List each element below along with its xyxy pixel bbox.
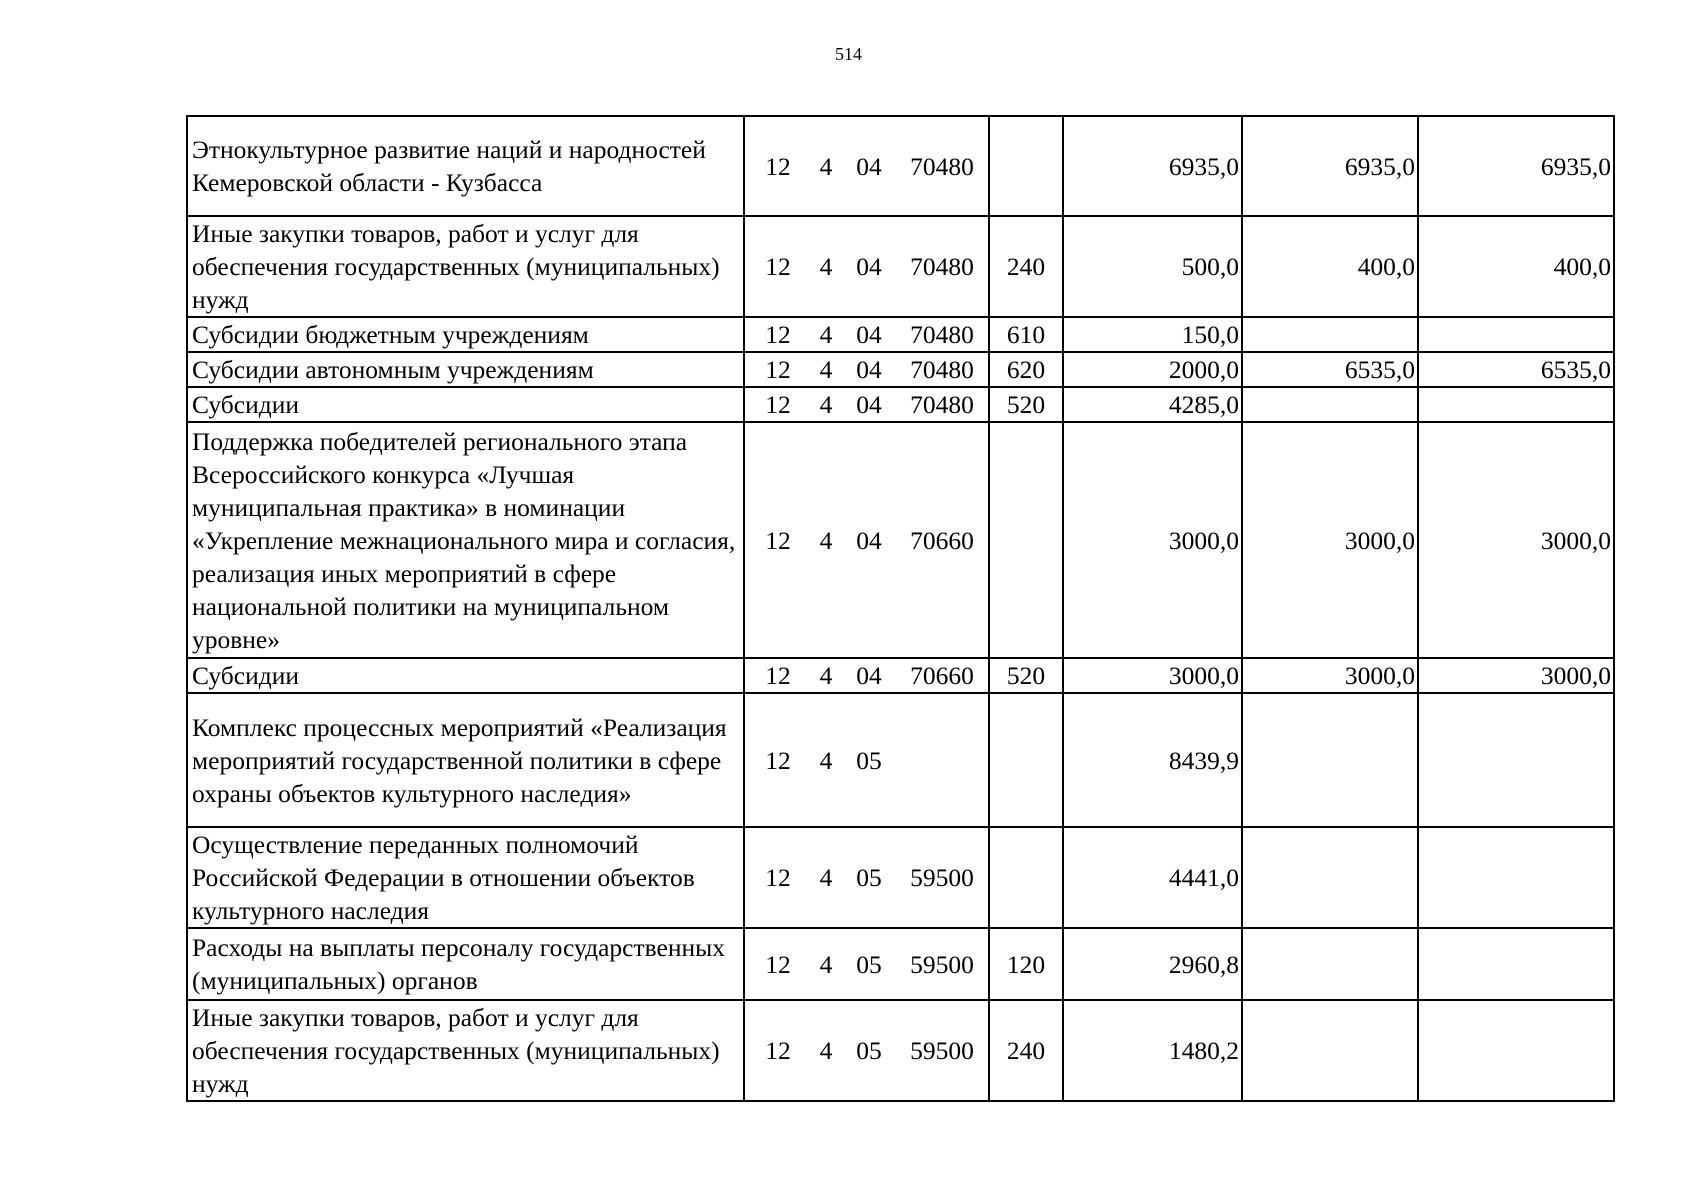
amount-year-2-cell: 6935,0 [1242,116,1418,216]
section-code: 12 [765,1036,791,1065]
program-code: 4 [819,320,833,349]
amount-year-3-cell: 6935,0 [1418,116,1614,216]
subprogram-code: 04 [856,661,882,690]
table-row [187,352,1614,387]
program-code: 4 [819,252,833,281]
classification-code-cell [744,352,989,387]
program-code: 4 [819,661,833,690]
program-code: 4 [819,525,833,555]
row-name-cell: Иные закупки товаров, работ и услуг для обеспечения государственных (муниципальных) нужд [187,216,744,317]
item-code: 59500 [910,1036,974,1065]
table-row [187,422,1614,658]
program-code: 4 [819,1036,833,1065]
table-row [187,116,1614,216]
section-code: 12 [765,252,791,281]
expense-type-cell: 520 [989,387,1063,422]
table-row [187,827,1614,928]
item-code: 70480 [910,320,974,349]
amount-year-1-cell: 1480,2 [1063,1000,1242,1101]
item-code: 70480 [910,252,974,281]
amount-year-2-cell [1242,1000,1418,1101]
amount-year-1-cell: 150,0 [1063,317,1242,352]
subprogram-code: 05 [856,1036,882,1065]
amount-year-2-cell [1242,693,1418,827]
classification-code-cell [744,422,989,658]
expense-type-cell: 120 [989,928,1063,1000]
amount-year-2-cell [1242,387,1418,422]
table-row [187,387,1614,422]
row-name-cell: Субсидии автономным учреждениям [187,352,744,387]
amount-year-2-cell: 3000,0 [1242,422,1418,658]
item-code: 70660 [910,661,974,690]
item-code: 70480 [910,355,974,384]
table-row [187,658,1614,693]
subprogram-code: 05 [856,745,882,775]
classification-code-cell [744,387,989,422]
amount-year-2-cell: 6535,0 [1242,352,1418,387]
table-body [187,116,1614,1101]
amount-year-1-cell: 4441,0 [1063,827,1242,928]
amount-year-2-cell [1242,317,1418,352]
amount-year-1-cell: 2960,8 [1063,928,1242,1000]
budget-table [186,115,1615,1102]
amount-year-3-cell [1418,693,1614,827]
program-code: 4 [819,390,833,419]
amount-year-1-cell: 3000,0 [1063,658,1242,693]
amount-year-2-cell [1242,928,1418,1000]
expense-type-cell: 240 [989,1000,1063,1101]
amount-year-3-cell: 400,0 [1418,216,1614,317]
classification-code-cell [744,928,989,1000]
section-code: 12 [765,525,791,555]
expense-type-cell [989,827,1063,928]
amount-year-3-cell [1418,827,1614,928]
row-name-cell: Субсидии [187,387,744,422]
amount-year-3-cell [1418,317,1614,352]
row-name-cell: Осуществление переданных полномочий Российской Федерации в отношении объектов культурного наследия [187,827,744,928]
subprogram-code: 04 [856,320,882,349]
expense-type-cell: 620 [989,352,1063,387]
expense-type-cell: 520 [989,658,1063,693]
table-row [187,928,1614,1000]
subprogram-code: 04 [856,390,882,419]
classification-code-cell [744,658,989,693]
amount-year-1-cell: 2000,0 [1063,352,1242,387]
program-code: 4 [819,863,833,892]
expense-type-cell [989,422,1063,658]
subprogram-code: 05 [856,863,882,892]
expense-type-cell: 610 [989,317,1063,352]
classification-code-cell [744,693,989,827]
section-code: 12 [765,355,791,384]
amount-year-1-cell: 8439,9 [1063,693,1242,827]
page-number: 514 [835,44,862,64]
table-row [187,317,1614,352]
item-code: 70480 [910,390,974,419]
amount-year-2-cell: 3000,0 [1242,658,1418,693]
section-code: 12 [765,661,791,690]
row-name-cell: Комплекс процессных мероприятий «Реализация мероприятий государственной политики в сфере охраны объектов культурного наследия» [187,693,744,827]
amount-year-3-cell: 3000,0 [1418,422,1614,658]
section-code: 12 [765,745,791,775]
row-name-cell: Субсидии бюджетным учреждениям [187,317,744,352]
row-name-cell: Иные закупки товаров, работ и услуг для обеспечения государственных (муниципальных) нужд [187,1000,744,1101]
item-code: 59500 [910,863,974,892]
amount-year-1-cell: 4285,0 [1063,387,1242,422]
subprogram-code: 04 [856,355,882,384]
expense-type-cell [989,693,1063,827]
amount-year-3-cell: 6535,0 [1418,352,1614,387]
subprogram-code: 04 [856,252,882,281]
amount-year-1-cell: 6935,0 [1063,116,1242,216]
program-code: 4 [819,949,833,979]
section-code: 12 [765,390,791,419]
amount-year-1-cell: 3000,0 [1063,422,1242,658]
classification-code-cell [744,317,989,352]
subprogram-code: 04 [856,525,882,555]
row-name-cell: Поддержка победителей регионального этапа Всероссийского конкурса «Лучшая муниципальная практика» в номинации «Укрепление межнационального мира и согласия, реализация иных мероприятий в сфере национальной политики на муниципальном уровне» [187,422,744,658]
amount-year-3-cell [1418,387,1614,422]
classification-code-cell [744,1000,989,1101]
expense-type-cell: 240 [989,216,1063,317]
section-code: 12 [765,863,791,892]
amount-year-1-cell: 500,0 [1063,216,1242,317]
subprogram-code: 04 [856,151,882,181]
classification-code-cell [744,116,989,216]
amount-year-3-cell [1418,1000,1614,1101]
program-code: 4 [819,151,833,181]
row-name-cell: Расходы на выплаты персоналу государственных (муниципальных) органов [187,928,744,1000]
classification-code-cell [744,827,989,928]
expense-type-cell [989,116,1063,216]
item-code: 70660 [910,525,974,555]
classification-code-cell [744,216,989,317]
table-row [187,216,1614,317]
amount-year-3-cell: 3000,0 [1418,658,1614,693]
program-code: 4 [819,745,833,775]
section-code: 12 [765,320,791,349]
section-code: 12 [765,949,791,979]
table-row [187,693,1614,827]
item-code: 59500 [910,949,974,979]
row-name-cell: Субсидии [187,658,744,693]
amount-year-2-cell [1242,827,1418,928]
amount-year-3-cell [1418,928,1614,1000]
row-name-cell: Этнокультурное развитие наций и народностей Кемеровской области - Кузбасса [187,116,744,216]
item-code: 70480 [910,151,974,181]
program-code: 4 [819,355,833,384]
amount-year-2-cell: 400,0 [1242,216,1418,317]
section-code: 12 [765,151,791,181]
subprogram-code: 05 [856,949,882,979]
table-row [187,1000,1614,1101]
